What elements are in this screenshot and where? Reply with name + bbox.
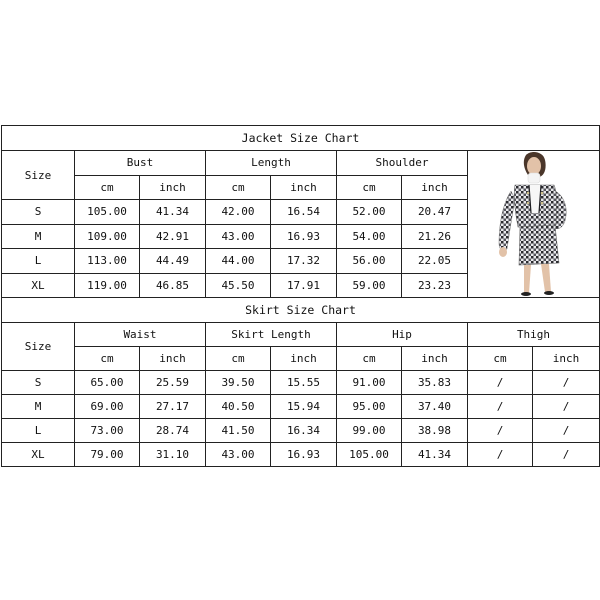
skirt-row-m: [2, 395, 600, 419]
skirt-cell: 16.93: [271, 443, 337, 467]
skirt-cell: 16.34: [271, 419, 337, 443]
skirt-cell: /: [533, 419, 600, 443]
skirt-cell: 40.50: [206, 395, 271, 419]
jacket-length-header: Length: [206, 151, 337, 176]
skirt-cell: /: [533, 395, 600, 419]
skirt-unit-cell: inch: [140, 347, 206, 371]
skirt-cell: 41.34: [402, 443, 468, 467]
skirt-cell: /: [533, 443, 600, 467]
jacket-cell: 23.23: [402, 273, 468, 298]
size-chart-table: [1, 125, 600, 467]
skirt-cell: 25.59: [140, 371, 206, 395]
skirt-cell: 105.00: [337, 443, 402, 467]
skirt-unit-row: [2, 347, 600, 371]
jacket-cell: 46.85: [140, 273, 206, 298]
skirt-size-label: M: [2, 395, 75, 419]
skirt-unit-cell: cm: [337, 347, 402, 371]
skirt-cell: 95.00: [337, 395, 402, 419]
jacket-unit-cell: inch: [140, 175, 206, 200]
jacket-title-row: [2, 126, 600, 151]
skirt-thigh-header: Thigh: [468, 323, 600, 347]
jacket-cell: 17.32: [271, 249, 337, 274]
skirt-cell: 79.00: [75, 443, 140, 467]
jacket-unit-cell: inch: [402, 175, 468, 200]
jacket-cell: 113.00: [75, 249, 140, 274]
jacket-size-label: S: [2, 200, 75, 225]
jacket-cell: 20.47: [402, 200, 468, 225]
jacket-cell: 44.00: [206, 249, 271, 274]
skirt-unit-cell: cm: [75, 347, 140, 371]
jacket-unit-cell: inch: [271, 175, 337, 200]
jacket-cell: 52.00: [337, 200, 402, 225]
jacket-cell: 41.34: [140, 200, 206, 225]
skirt-cell: /: [468, 395, 533, 419]
jacket-unit-cell: cm: [75, 175, 140, 200]
jacket-size-header: Size: [2, 151, 75, 200]
jacket-size-label: M: [2, 224, 75, 249]
product-photo-cell: [468, 151, 600, 298]
jacket-cell: 56.00: [337, 249, 402, 274]
jacket-bust-header: Bust: [75, 151, 206, 176]
jacket-cell: 42.91: [140, 224, 206, 249]
skirt-size-header: Size: [2, 323, 75, 371]
skirt-cell: 41.50: [206, 419, 271, 443]
jacket-chart-title: Jacket Size Chart: [2, 126, 600, 151]
skirt-cell: 99.00: [337, 419, 402, 443]
skirt-cell: 65.00: [75, 371, 140, 395]
model-photo-tweed-jacket-skirt: [471, 151, 596, 297]
skirt-cell: 37.40: [402, 395, 468, 419]
jacket-size-label: XL: [2, 273, 75, 298]
skirt-row-xl: [2, 443, 600, 467]
skirt-cell: 91.00: [337, 371, 402, 395]
skirt-cell: 35.83: [402, 371, 468, 395]
skirt-cell: 69.00: [75, 395, 140, 419]
jacket-cell: 22.05: [402, 249, 468, 274]
skirt-size-label: L: [2, 419, 75, 443]
skirt-group-header-row: [2, 323, 600, 347]
jacket-cell: 16.93: [271, 224, 337, 249]
skirt-cell: 38.98: [402, 419, 468, 443]
skirt-unit-cell: inch: [533, 347, 600, 371]
jacket-cell: 59.00: [337, 273, 402, 298]
skirt-cell: 15.94: [271, 395, 337, 419]
jacket-size-label: L: [2, 249, 75, 274]
jacket-cell: 45.50: [206, 273, 271, 298]
jacket-unit-cell: cm: [206, 175, 271, 200]
skirt-unit-cell: inch: [402, 347, 468, 371]
skirt-unit-cell: inch: [271, 347, 337, 371]
skirt-cell: 31.10: [140, 443, 206, 467]
skirt-cell: 27.17: [140, 395, 206, 419]
jacket-group-header-row: [2, 151, 600, 176]
jacket-cell: 16.54: [271, 200, 337, 225]
skirt-size-label: S: [2, 371, 75, 395]
jacket-cell: 17.91: [271, 273, 337, 298]
skirt-cell: 28.74: [140, 419, 206, 443]
jacket-cell: 105.00: [75, 200, 140, 225]
skirt-cell: /: [468, 371, 533, 395]
skirt-unit-cell: cm: [468, 347, 533, 371]
skirt-title-row: [2, 298, 600, 323]
jacket-cell: 119.00: [75, 273, 140, 298]
skirt-cell: 43.00: [206, 443, 271, 467]
skirt-cell: 15.55: [271, 371, 337, 395]
jacket-cell: 44.49: [140, 249, 206, 274]
jacket-cell: 21.26: [402, 224, 468, 249]
skirt-cell: /: [468, 419, 533, 443]
skirt-size-label: XL: [2, 443, 75, 467]
jacket-cell: 54.00: [337, 224, 402, 249]
skirt-row-l: [2, 419, 600, 443]
jacket-unit-cell: cm: [337, 175, 402, 200]
skirt-cell: /: [533, 371, 600, 395]
jacket-shoulder-header: Shoulder: [337, 151, 468, 176]
jacket-cell: 42.00: [206, 200, 271, 225]
skirt-chart-title: Skirt Size Chart: [2, 298, 600, 323]
skirt-row-s: [2, 371, 600, 395]
jacket-cell: 43.00: [206, 224, 271, 249]
skirt-waist-header: Waist: [75, 323, 206, 347]
skirt-hip-header: Hip: [337, 323, 468, 347]
jacket-cell: 109.00: [75, 224, 140, 249]
skirt-cell: /: [468, 443, 533, 467]
skirt-cell: 39.50: [206, 371, 271, 395]
skirt-cell: 73.00: [75, 419, 140, 443]
skirt-length-header: Skirt Length: [206, 323, 337, 347]
skirt-unit-cell: cm: [206, 347, 271, 371]
